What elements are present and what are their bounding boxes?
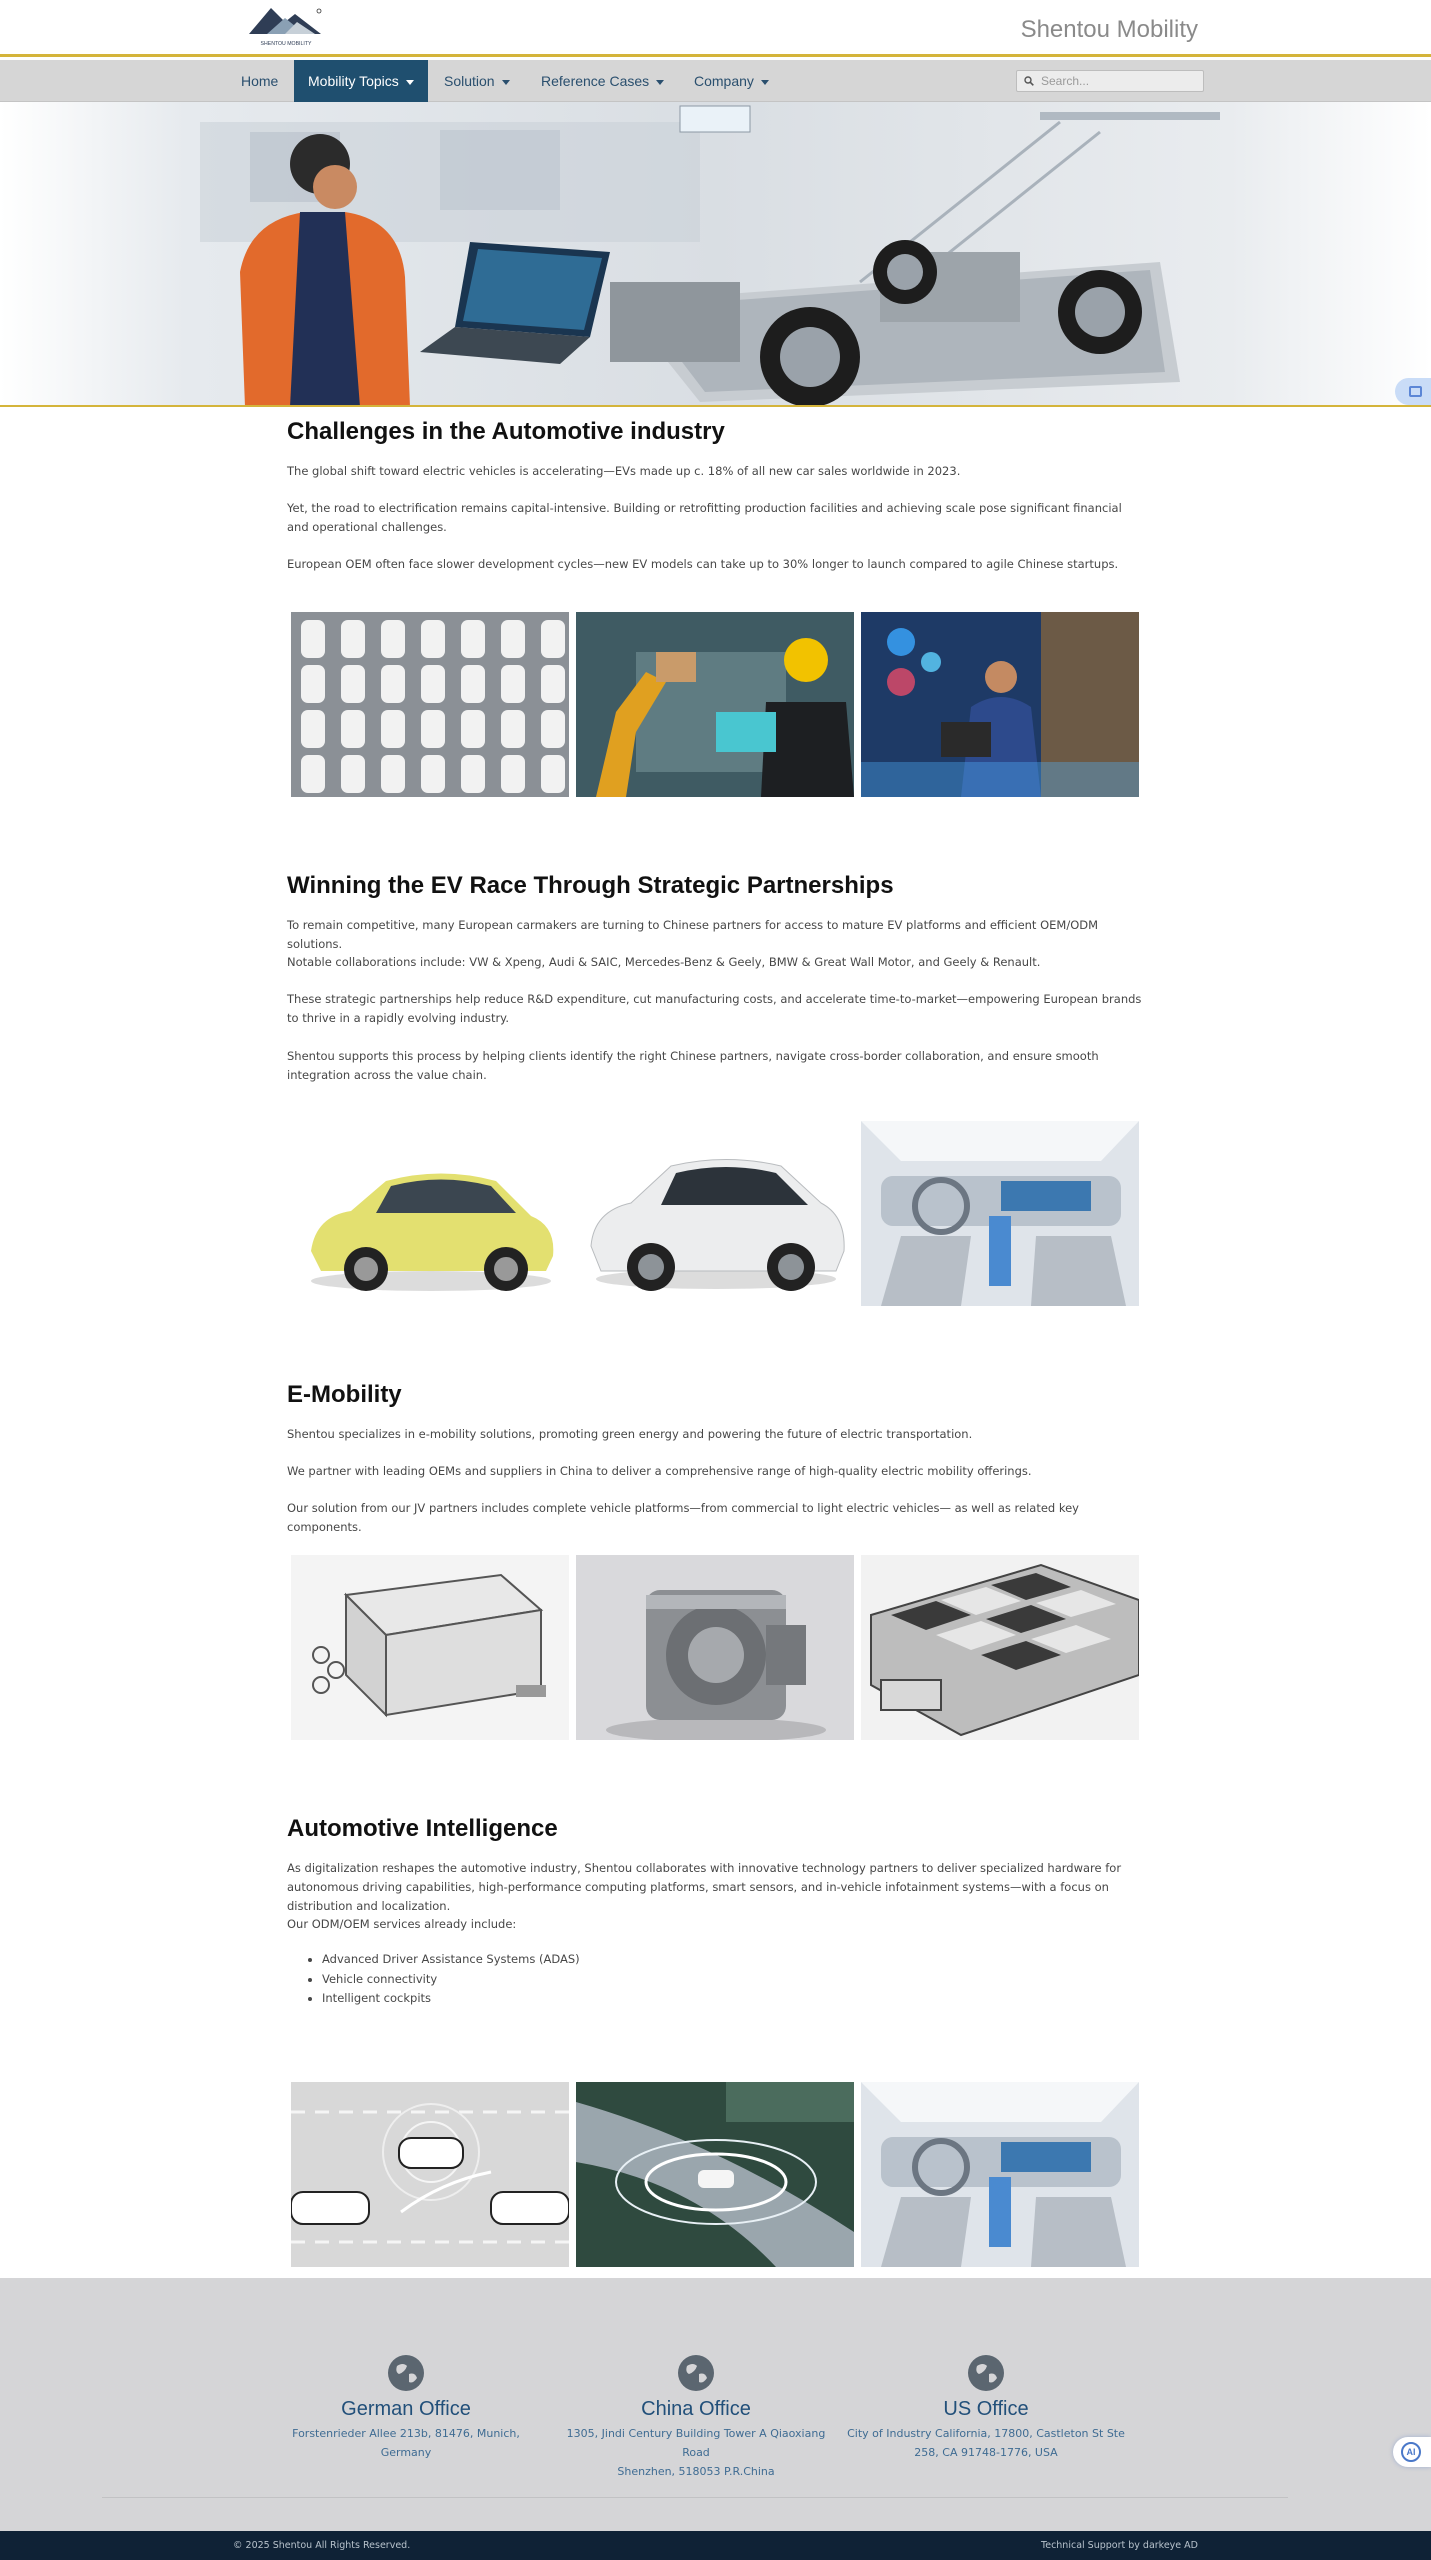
paragraph: Shentou specializes in e-mobility solutions, promoting green energy and powering the future of electric transportation. — [287, 1427, 973, 1441]
image-warehouse-worker — [861, 612, 1139, 797]
image-inverter-module — [291, 1555, 569, 1740]
image-adas-sensor-cars — [291, 2082, 569, 2267]
top-header — [0, 0, 1431, 57]
nav-solution[interactable]: Solution — [430, 60, 524, 102]
image-battery-pack — [861, 1555, 1139, 1740]
svg-text:SHENTOU MOBILITY: SHENTOU MOBILITY — [260, 41, 312, 47]
image-car-parking-lot — [291, 612, 569, 797]
paragraph: Our solution from our JV partners includes complete vehicle platforms—from commercial to light electric vehicles— as well as related key components. — [287, 1501, 1079, 1534]
office-german — [268, 2354, 544, 2462]
image-intelligent-cockpit — [861, 2082, 1139, 2267]
caret-down-icon — [761, 80, 769, 85]
image-white-suv — [576, 1121, 854, 1306]
copyright-bar — [0, 2531, 1431, 2560]
site-logo[interactable] — [245, 4, 327, 50]
office-address: 258, CA 91748-1776, USA — [914, 2446, 1058, 2459]
services-list — [322, 1950, 580, 2009]
office-china — [556, 2354, 836, 2481]
side-panel-toggle[interactable] — [1395, 378, 1431, 405]
globe-icon — [967, 2354, 1005, 2392]
nav-mobility-topics[interactable]: Mobility Topics — [294, 60, 428, 102]
ai-assistant-icon: AI — [1401, 2442, 1421, 2462]
main-navigation — [0, 60, 1431, 102]
image-electric-motor — [576, 1555, 854, 1740]
nav-home[interactable]: Home — [241, 73, 279, 89]
hero-banner — [0, 102, 1431, 407]
brand-title: Shentou Mobility — [1020, 16, 1198, 43]
globe-icon — [387, 2354, 425, 2392]
copyright-text: © 2025 Shentou All Rights Reserved. — [233, 2540, 411, 2551]
office-address: Shenzhen, 518053 P.R.China — [617, 2465, 775, 2478]
section-title-intelligence: Automotive Intelligence — [287, 1815, 558, 1842]
search-input[interactable] — [1041, 71, 1201, 91]
paragraph: Our ODM/OEM services already include: — [287, 1917, 517, 1931]
globe-icon — [677, 2354, 715, 2392]
nav-reference-cases[interactable]: Reference Cases — [527, 60, 678, 102]
office-address: Forstenrieder Allee 213b, 81476, Munich, Germany — [292, 2427, 520, 2459]
side-panel-icon — [1409, 386, 1422, 397]
search-icon[interactable] — [1024, 76, 1034, 86]
footer-divider — [102, 2497, 1288, 2498]
section-title-emobility: E-Mobility — [287, 1381, 402, 1408]
image-ev-interior-cockpit — [861, 1121, 1139, 1306]
list-item: • Vehicle connectivity — [322, 1970, 580, 1990]
caret-down-icon — [406, 80, 414, 85]
paragraph: We partner with leading OEMs and suppliers in China to deliver a comprehensive range of high-quality electric mobility offerings. — [287, 1464, 1032, 1478]
office-name: German Office — [341, 2398, 471, 2420]
paragraph: As digitalization reshapes the automotive industry, Shentou collaborates with innovative technology partners to deliver specialized hardware for autonomous driving capabilities, high-performance computing platforms, smart sensors, and in-vehicle infotainment systems—with a focus on distribution and localization. — [287, 1861, 1122, 1913]
search-box — [1016, 70, 1204, 92]
paragraph: To remain competitive, many European carmakers are turning to Chinese partners for access to mature EV platforms and efficient OEM/ODM solutions. — [287, 918, 1099, 951]
office-us — [846, 2354, 1126, 2462]
nav-company[interactable]: Company — [680, 60, 783, 102]
logo-mountain-icon — [245, 4, 327, 50]
paragraph: Notable collaborations include: VW & Xpeng, Audi & SAIC, Mercedes-Benz & Geely, BMW & Great Wall Motor, and Geely & Renault. — [287, 955, 1041, 969]
office-name: US Office — [943, 2398, 1029, 2420]
image-robotic-factory — [576, 612, 854, 797]
paragraph: The global shift toward electric vehicles is accelerating—EVs made up c. 18% of all new car sales worldwide in 2023. — [287, 464, 961, 478]
section-title-partnerships: Winning the EV Race Through Strategic Partnerships — [287, 872, 894, 899]
caret-down-icon — [502, 80, 510, 85]
image-autonomous-highway — [576, 2082, 854, 2267]
technical-support-link[interactable]: Technical Support by darkeye AD — [1041, 2540, 1198, 2551]
ai-assistant-button[interactable] — [1393, 2437, 1431, 2467]
paragraph: European OEM often face slower development cycles—new EV models can take up to 30% longer to launch compared to agile Chinese startups. — [287, 557, 1119, 571]
paragraph: These strategic partnerships help reduce R&D expenditure, cut manufacturing costs, and accelerate time-to-market—empowering European brands to thrive in a rapidly evolving industry. — [287, 992, 1142, 1025]
image-yellow-ev-car — [291, 1121, 569, 1306]
list-item: • Intelligent cockpits — [322, 1989, 580, 2009]
office-name: China Office — [641, 2398, 751, 2420]
section-title-challenges: Challenges in the Automotive industry — [287, 418, 725, 445]
caret-down-icon — [656, 80, 664, 85]
paragraph: Shentou supports this process by helping clients identify the right Chinese partners, navigate cross-border collaboration, and ensure smooth integration across the value chain. — [287, 1049, 1099, 1082]
list-item: • Advanced Driver Assistance Systems (ADAS) — [322, 1950, 580, 1970]
hero-image — [0, 102, 1431, 407]
office-address: City of Industry California, 17800, Castleton St Ste — [847, 2427, 1125, 2440]
paragraph: Yet, the road to electrification remains capital-intensive. Building or retrofitting production facilities and achieving scale pose significant financial and operational challenges. — [287, 501, 1122, 534]
office-address: 1305, Jindi Century Building Tower A Qiaoxiang Road — [566, 2427, 826, 2459]
